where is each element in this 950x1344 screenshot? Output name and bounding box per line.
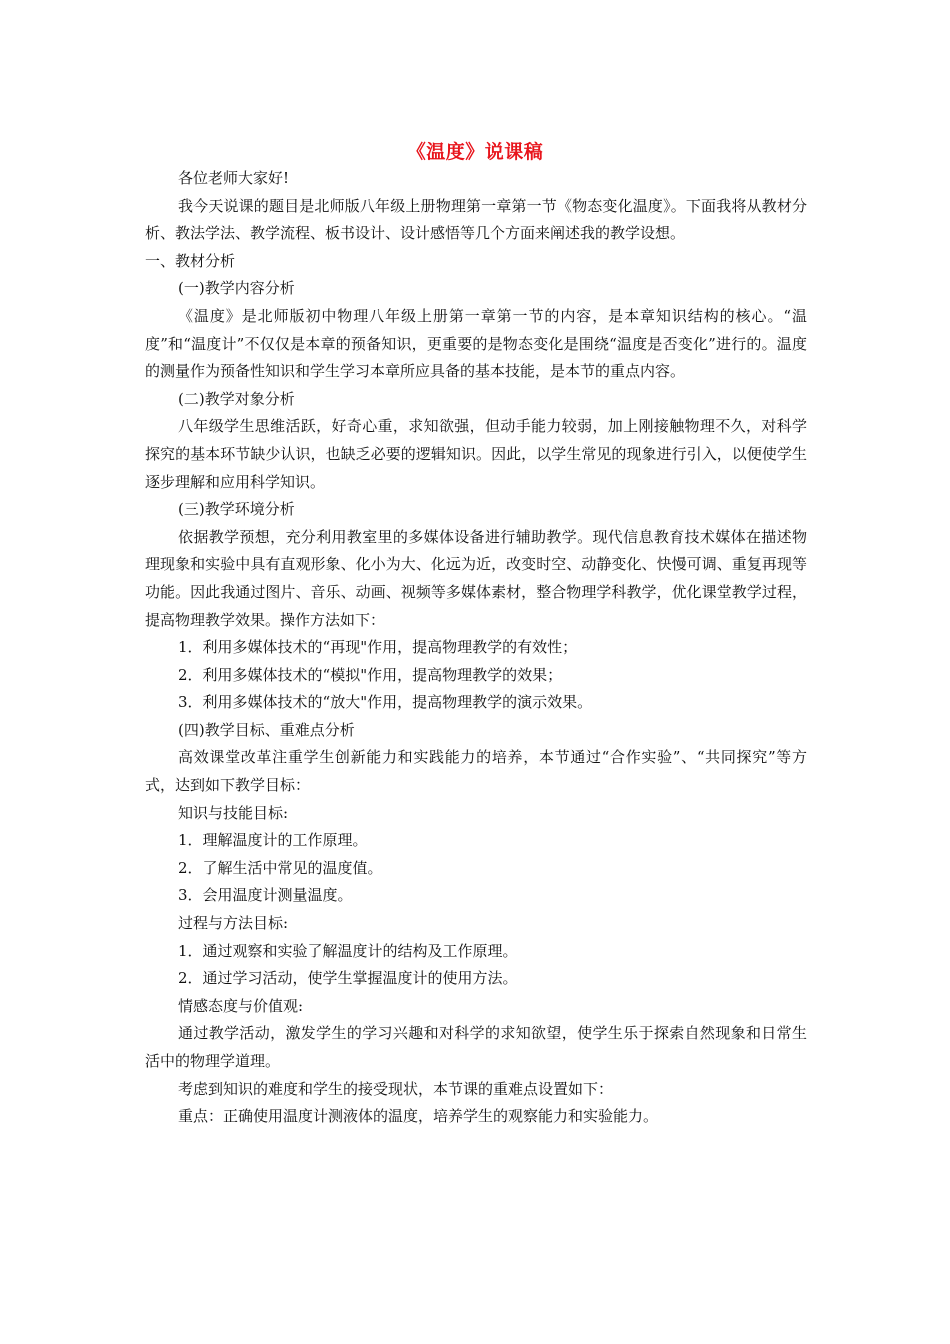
- knowledge-item-1: 1．理解温度计的工作原理。: [178, 831, 368, 850]
- knowledge-skills-heading: 知识与技能目标:: [178, 803, 289, 822]
- environment-analysis-paragraph: 依据教学预想，充分利用教室里的多媒体设备进行辅助教学。现代信息教育技术媒体在描述物理现象和实验中具有直观形象、化小为大、化远为近，改变时空、动静变化、快慢可调、重复再现等功能。因此我通过图片、音乐、动画、视频等多媒体素材，整合物理学科教学，优化课堂教学过程，提高物理教学效果。操作方法如下：: [145, 527, 807, 629]
- knowledge-item-3: 3．会用温度计测量温度。: [178, 886, 353, 905]
- subsection-heading-3: (三)教学环境分析: [178, 500, 295, 519]
- emotion-values-heading: 情感态度与价值观:: [178, 996, 304, 1015]
- process-item-2: 2．通过学习活动，使学生掌握温度计的使用方法。: [178, 969, 518, 988]
- greeting: 各位老师大家好!: [178, 169, 290, 187]
- key-difficulty-intro: 考虑到知识的难度和学生的接受现状，本节课的重难点设置如下：: [178, 1079, 614, 1098]
- content-analysis-paragraph: 《温度》是北师版初中物理八年级上册第一章第一节的内容，是本章知识结构的核心。“温度”和“温度计”不仅仅是本章的预备知识，更重要的是物态变化是围绕“温度是否变化”进行的。温度的测量作为预备性知识和学生学习本章所应具备的基本技能，是本节的重点内容。: [145, 306, 807, 381]
- method-item-3: 3．利用多媒体技术的“放大"作用，提高物理教学的演示效果。: [178, 693, 593, 712]
- method-item-2: 2．利用多媒体技术的“模拟"作用，提高物理教学的效果；: [178, 665, 563, 684]
- subsection-heading-2: (二)教学对象分析: [178, 389, 295, 408]
- method-item-1: 1．利用多媒体技术的“再现"作用，提高物理教学的有效性；: [178, 638, 578, 657]
- audience-analysis-paragraph: 八年级学生思维活跃，好奇心重，求知欲强，但动手能力较弱，加上刚接触物理不久，对科学探究的基本环节缺少认识，也缺乏必要的逻辑知识。因此，以学生常见的现象进行引入，以便使学生逐步理解和应用科学知识。: [145, 417, 807, 491]
- knowledge-item-2: 2．了解生活中常见的温度值。: [178, 858, 383, 877]
- intro-paragraph: 我今天说课的题目是北师版八年级上册物理第一章第一节《物态变化温度》。下面我将从教材分析、教法学法、教学流程、板书设计、设计感悟等几个方面来阐述我的教学设想。: [145, 196, 807, 243]
- subsection-heading-1: (一)教学内容分析: [178, 279, 295, 298]
- section-heading-1: 一、教材分析: [145, 251, 236, 270]
- emotion-values-paragraph: 通过教学活动，激发学生的学习兴趣和对科学的求知欲望，使学生乐于探索自然现象和日常生活中的物理学道理。: [145, 1024, 807, 1070]
- subsection-heading-4: (四)教学目标、重难点分析: [178, 720, 355, 739]
- document-body: [145, 165, 807, 1131]
- objectives-paragraph: 高效课堂改革注重学生创新能力和实践能力的培养，本节通过“合作实验”、“共同探究”等方式，达到如下教学目标：: [145, 748, 807, 795]
- document-title: 《温度》说课稿: [406, 141, 544, 163]
- key-point-paragraph: 重点：正确使用温度计测液体的温度，培养学生的观察能力和实验能力。: [178, 1107, 659, 1126]
- process-methods-heading: 过程与方法目标:: [178, 914, 289, 933]
- process-item-1: 1．通过观察和实验了解温度计的结构及工作原理。: [178, 941, 518, 960]
